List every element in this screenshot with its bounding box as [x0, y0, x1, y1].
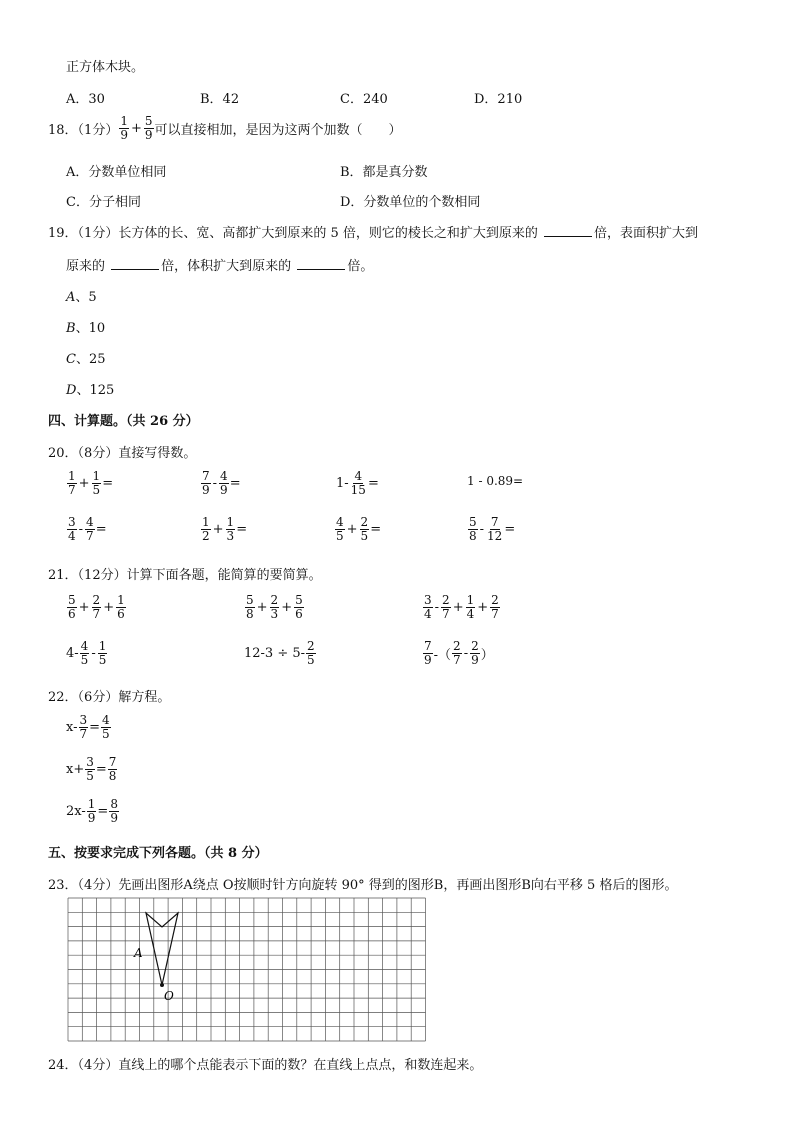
q19-line2: 原来的 倍，体积扩大到原来的 倍。	[66, 259, 374, 274]
q22-equation: 2x- $\frac{1}{9}$ = $\frac{8}{9}$	[66, 797, 118, 825]
q20-expr: $\frac{4}{5}$ + $\frac{2}{5}$ =	[336, 515, 382, 543]
q22-equation: x- $\frac{3}{7}$ = $\frac{4}{5}$	[66, 713, 110, 741]
q19-option-d: D、125	[66, 383, 115, 398]
label-o: O	[164, 988, 174, 1003]
grid-lines	[68, 898, 426, 1041]
q20-expr: $\frac{3}{4}$ - $\frac{4}{7}$ =	[68, 515, 107, 543]
q18-option-c: C．分子相同	[66, 195, 141, 210]
q19-option-a: A、5	[66, 290, 97, 305]
q19-option-b: B、10	[66, 321, 106, 336]
q21-expr: $\frac{3}{4}$ - $\frac{2}{7}$ + $\frac{1}{4}$ + $\frac{2}{7}$	[424, 593, 499, 621]
q21-expr: $\frac{5}{8}$ + $\frac{2}{3}$ + $\frac{5}{6}$	[246, 593, 303, 621]
q17-option-a: A．30	[66, 92, 105, 107]
q17-tail-text: 正方体木块。	[66, 60, 145, 75]
q18-option-b: B．都是真分数	[340, 165, 428, 180]
section-5-heading: 五、按要求完成下列各题。（共 8 分）	[48, 846, 268, 861]
q17-option-b: B．42	[200, 92, 240, 107]
q20-title: 20．（8分）直接写得数。	[48, 446, 197, 461]
q18-option-a: A．分数单位相同	[66, 165, 167, 180]
q20-expr: $\frac{5}{8}$ - $\frac{7}{12}$ =	[469, 515, 516, 543]
shape-a-arrow	[146, 913, 178, 985]
q21-expr: $\frac{5}{6}$ + $\frac{2}{7}$ + $\frac{1}{6}$	[68, 593, 125, 621]
q21-expr: $\frac{7}{9}$ -（ $\frac{2}{7}$ - $\frac{2}{9}$ ）	[424, 639, 494, 667]
q17-option-c: C．240	[340, 92, 388, 107]
q20-expr: 1 - 0.89=	[467, 474, 524, 488]
q23-title: 23．（4分）先画出图形A绕点 O按顺时针方向旋转 90° 得到的图形B，再画出图形B向右平移 5 格后的图形。	[48, 878, 678, 893]
answer-blank[interactable]	[544, 224, 592, 237]
q18-text: 可以直接相加，是因为这两个加数（ ）	[154, 123, 402, 138]
q21-title: 21．（12分）计算下面各题，能简算的要简算。	[48, 568, 322, 583]
q20-expr: $\frac{7}{9}$ - $\frac{4}{9}$ =	[202, 469, 241, 497]
label-a: A	[134, 946, 143, 960]
section-4-heading: 四、计算题。（共 26 分）	[48, 414, 199, 429]
q20-expr: 1- $\frac{4}{15}$ =	[336, 469, 379, 497]
q20-expr: $\frac{1}{7}$ + $\frac{1}{5}$ =	[68, 469, 114, 497]
q24-title: 24．（4分）直线上的哪个点能表示下面的数？在直线上点点，和数连起来。	[48, 1058, 483, 1073]
q17-option-d: D．210	[474, 92, 523, 107]
answer-blank[interactable]	[111, 257, 159, 270]
q20-expr: $\frac{1}{2}$ + $\frac{1}{3}$ =	[202, 515, 248, 543]
q22-title: 22．（6分）解方程。	[48, 690, 171, 705]
q19-line1: 19．（1分）长方体的长、宽、高都扩大到原来的 5 倍，则它的棱长之和扩大到原来的 倍，表面积扩大到	[48, 226, 699, 241]
fraction: $\frac{5}{9}$	[144, 114, 153, 142]
q18-question: 18．（1分） $\frac{1}{9}$ + $\frac{5}{9}$ 可以直接相加，是因为这两个加数（ ）	[48, 114, 402, 142]
q21-expr: 12-3 ÷ 5- $\frac{2}{5}$	[244, 639, 315, 667]
fraction: $\frac{1}{9}$	[120, 114, 128, 142]
q18-option-d: D．分数单位的个数相同	[340, 195, 481, 210]
answer-blank[interactable]	[297, 257, 345, 270]
q19-option-c: C、25	[66, 352, 106, 367]
point-o	[160, 983, 164, 987]
q18-number: 18．（1分）	[48, 123, 119, 138]
q22-equation: x+ $\frac{3}{5}$ = $\frac{7}{8}$	[66, 755, 117, 783]
q23-grid-figure	[60, 894, 432, 1042]
q21-expr: 4- $\frac{4}{5}$ - $\frac{1}{5}$	[66, 639, 107, 667]
